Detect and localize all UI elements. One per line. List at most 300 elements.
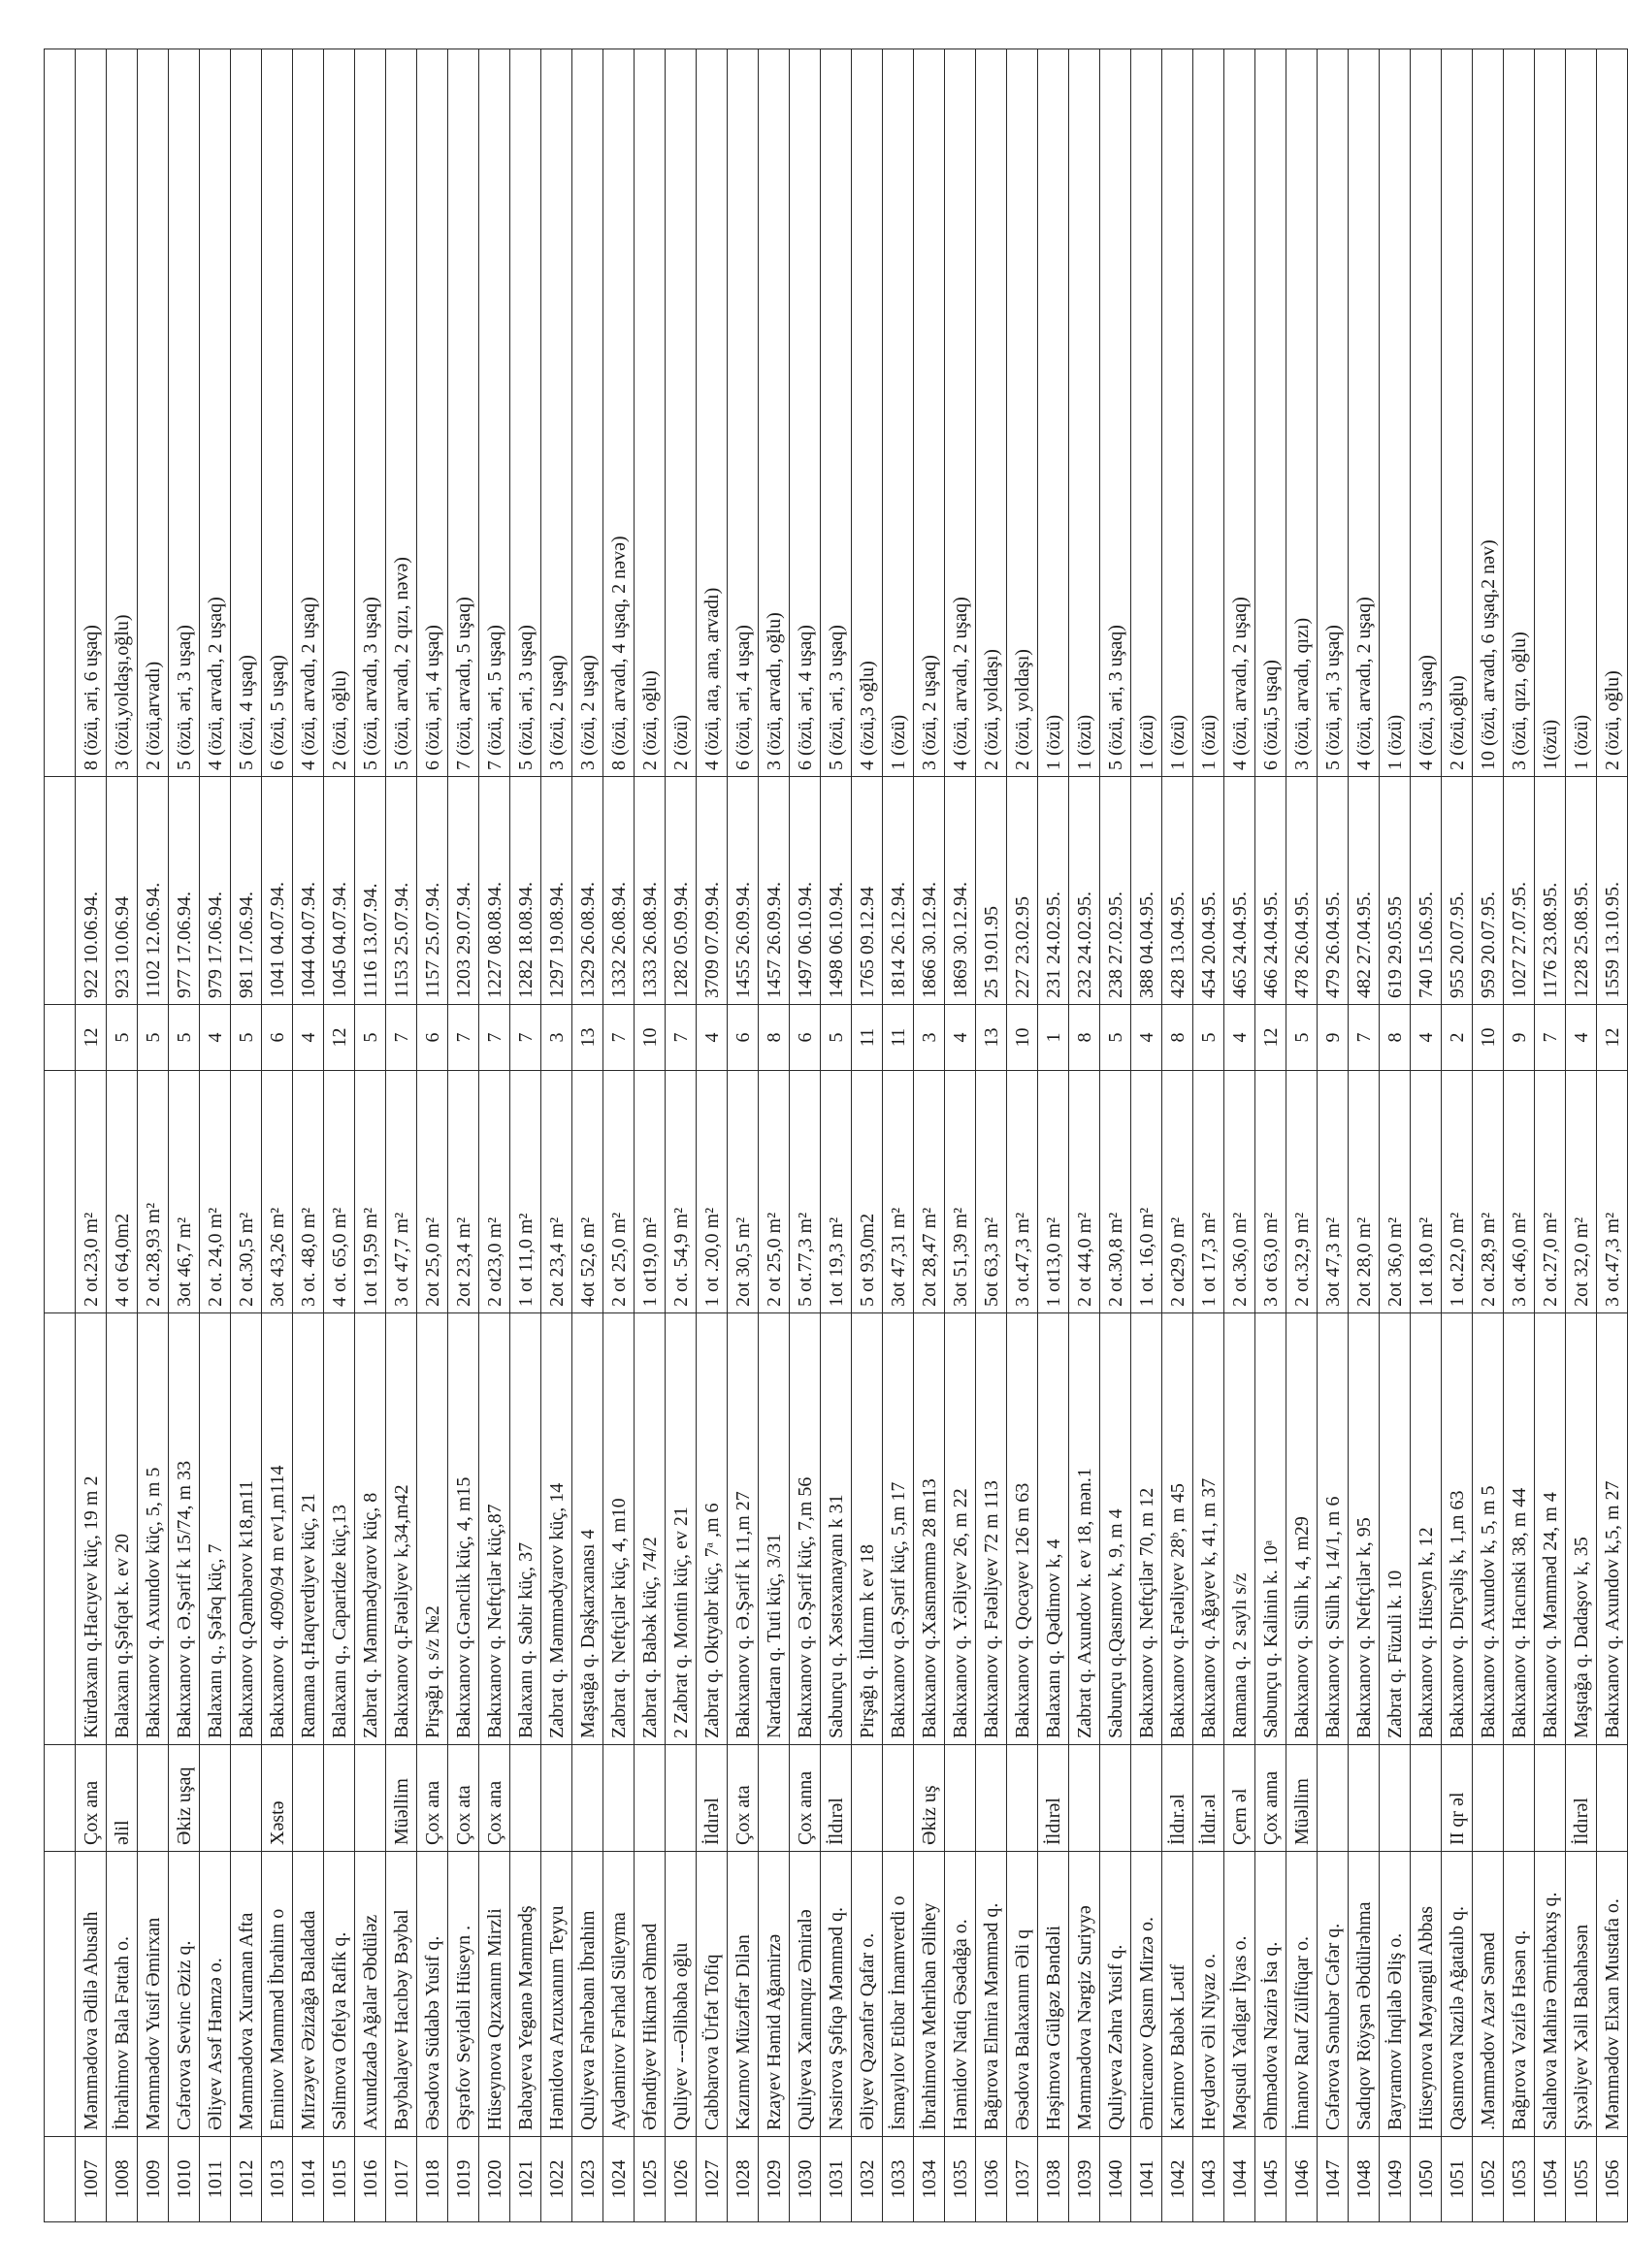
full-name-cell: Nəsirova Şəfiqə Məmməd q. (821, 1852, 852, 2137)
address-cell: Nardaran q. Tuti küç, 3/31 (759, 1313, 790, 1745)
address-cell: Balaxanı q., Caparidze küç,13 (324, 1313, 355, 1745)
row-number-cell: 1040 (1100, 2137, 1131, 2222)
apartment-size-cell: 5ot 63,3 m² (976, 1071, 1007, 1313)
row-number-cell: 1037 (1007, 2137, 1038, 2222)
apartment-size-cell: 3 ot 63,0 m² (1255, 1071, 1286, 1313)
table-row (107, 49, 138, 2222)
row-number-cell: 1015 (324, 2137, 355, 2222)
family-count-cell: 12 (324, 1005, 355, 1071)
family-count-cell: 12 (1255, 1005, 1286, 1071)
row-number-cell: 1019 (448, 2137, 479, 2222)
row-number-cell: 1055 (1566, 2137, 1597, 2222)
registration-number-date-cell: 1297 19.08.94. (541, 777, 572, 1005)
address-cell: Bakıxanov q. Hacınski 38, m 44 (1504, 1313, 1535, 1745)
category-cell: İldır.əl (1162, 1745, 1193, 1852)
family-composition-cell: 5 (özü, əri, 3 uşaq) (821, 49, 852, 777)
full-name-cell: Həşimova Gülgəz Bəndəli (1038, 1852, 1069, 2137)
category-cell (1007, 1745, 1038, 1852)
row-number-cell: 1025 (635, 2137, 666, 2222)
family-composition-cell: 2 (özü, yoldaşı) (976, 49, 1007, 777)
category-cell: Çox ana (76, 1745, 107, 1852)
category-cell (976, 1745, 1007, 1852)
full-name-cell: Hüseynova Qızxanım Mirzli (479, 1852, 510, 2137)
full-name-cell: Əfəndiyev Hikmət Əhməd (635, 1852, 666, 2137)
registration-number-date-cell: 466 24.04.95. (1255, 777, 1286, 1005)
family-composition-cell: 2 (özü,arvadı) (138, 49, 169, 777)
registration-number-date-cell: 1102 12.06.94. (138, 777, 169, 1005)
full-name-cell: Quliyeva Zəhra Yusif q. (1100, 1852, 1131, 2137)
table-row (262, 49, 293, 2222)
row-number-cell: 1041 (1131, 2137, 1162, 2222)
family-count-cell: 3 (914, 1005, 945, 1071)
table-row (1286, 49, 1318, 2222)
table-row (1162, 49, 1193, 2222)
apartment-size-cell: 2 ot.30,5 m² (231, 1071, 262, 1313)
registration-number-date-cell: 740 15.06.95. (1411, 777, 1442, 1005)
header-cell (45, 1005, 76, 1071)
apartment-size-cell: 1 ot 17,3 m² (1193, 1071, 1224, 1313)
address-cell: Zabrat q. Məmmədyarov küç, 14 (541, 1313, 572, 1745)
apartment-size-cell: 2 ot.28,9 m² (1473, 1071, 1504, 1313)
family-composition-cell: 4 (özü, arvadı, 2 uşaq) (1349, 49, 1380, 777)
row-number-cell: 1028 (728, 2137, 759, 2222)
registration-number-date-cell: 1041 04.07.94. (262, 777, 293, 1005)
family-composition-cell: 2 (özü, oğlu) (324, 49, 355, 777)
address-cell: Bakıxanov q. Axundov k, 5, m 5 (1473, 1313, 1504, 1745)
header-cell (45, 1071, 76, 1313)
address-cell: Bakıxanov q.Fətəliyev 28ᵇ, m 45 (1162, 1313, 1193, 1745)
registration-number-date-cell: 231 24.02.95. (1038, 777, 1069, 1005)
registration-number-date-cell: 388 04.04.95. (1131, 777, 1162, 1005)
family-count-cell: 4 (1566, 1005, 1597, 1071)
address-cell: Bakıxanov q. Sülh k, 4, m29 (1286, 1313, 1318, 1745)
category-cell (759, 1745, 790, 1852)
category-cell (603, 1745, 635, 1852)
table-row (666, 49, 697, 2222)
family-composition-cell: 1 (özü) (1069, 49, 1100, 777)
full-name-cell: Məmmədov Yusif Əmirxan (138, 1852, 169, 2137)
category-cell: İldırəl (821, 1745, 852, 1852)
family-composition-cell: 3 (özü, arvadı, oğlu) (759, 49, 790, 777)
apartment-size-cell: 1 ot.22,0 m² (1442, 1071, 1473, 1313)
address-cell: Zabrat q. Babək küç, 74/2 (635, 1313, 666, 1745)
family-composition-cell: 6 (özü, 5 uşaq) (262, 49, 293, 777)
apartment-size-cell: 2 ot 25,0 m² (759, 1071, 790, 1313)
table-row (510, 49, 541, 2222)
address-cell: Bakıxanov q. 4090/94 m ev1,m114 (262, 1313, 293, 1745)
family-count-cell: 12 (76, 1005, 107, 1071)
registration-number-date-cell: 1045 04.07.94. (324, 777, 355, 1005)
family-count-cell: 8 (1380, 1005, 1411, 1071)
table-row (1442, 49, 1473, 2222)
full-name-cell: Bağırova Vəzifə Həsən q. (1504, 1852, 1535, 2137)
category-cell: İldır.əl (1193, 1745, 1224, 1852)
full-name-cell: Məqsudi Yadigar İlyas o. (1224, 1852, 1255, 2137)
family-composition-cell: 3 (özü, 2 uşaq) (914, 49, 945, 777)
apartment-size-cell: 2 ot.32,9 m² (1286, 1071, 1318, 1313)
apartment-size-cell: 3ot 43,26 m² (262, 1071, 293, 1313)
category-cell: Çox anna (1255, 1745, 1286, 1852)
table-row (324, 49, 355, 2222)
table-row (1100, 49, 1131, 2222)
full-name-cell: Məmmədov Elxan Mustafa o. (1597, 1852, 1628, 2137)
family-composition-cell: 7 (özü, əri, 5 uşaq) (479, 49, 510, 777)
apartment-size-cell: 3ot 47,31 m² (883, 1071, 914, 1313)
address-cell: Bakıxanov q. Qocayev 126 m 63 (1007, 1313, 1038, 1745)
row-number-cell: 1052 (1473, 2137, 1504, 2222)
registration-number-date-cell: 619 29.05.95 (1380, 777, 1411, 1005)
family-composition-cell: 4 (özü, arvadı, 2 uşaq) (945, 49, 976, 777)
full-name-cell: Axundzadə Ağalar Əbdüləz (355, 1852, 386, 2137)
table-row (883, 49, 914, 2222)
table-row (1224, 49, 1255, 2222)
family-count-cell: 4 (945, 1005, 976, 1071)
family-composition-cell: 5 (özü, əri, 3 uşaq) (1100, 49, 1131, 777)
full-name-cell: Bağırova Elmira Məmməd q. (976, 1852, 1007, 2137)
row-number-cell: 1018 (417, 2137, 448, 2222)
apartment-size-cell: 1ot 18,0 m² (1411, 1071, 1442, 1313)
family-count-cell: 4 (1224, 1005, 1255, 1071)
table-row (1007, 49, 1038, 2222)
full-name-cell: Əhmədova Nazirə İsa q. (1255, 1852, 1286, 2137)
address-cell: Bakıxanov q. Neftçilər 70, m 12 (1131, 1313, 1162, 1745)
table-row (417, 49, 448, 2222)
registration-number-date-cell: 981 17.06.94. (231, 777, 262, 1005)
row-number-cell: 1053 (1504, 2137, 1535, 2222)
row-number-cell: 1051 (1442, 2137, 1473, 2222)
family-count-cell: 6 (728, 1005, 759, 1071)
address-cell: Bakıxanov q. Axundov k,5, m 27 (1597, 1313, 1628, 1745)
apartment-size-cell: 2ot 23,4 m² (448, 1071, 479, 1313)
table-row (945, 49, 976, 2222)
address-cell: Sabunçu q.Qasımov k, 9, m 4 (1100, 1313, 1131, 1745)
address-cell: Pirşağı q. İldırım k ev 18 (852, 1313, 883, 1745)
address-cell: Ramana q.Haqverdiyev küç, 21 (293, 1313, 324, 1745)
table-row (479, 49, 510, 2222)
apartment-size-cell: 2ot 25,0 m² (417, 1071, 448, 1313)
family-composition-cell: 4 (özü,3 oğlu) (852, 49, 883, 777)
registration-number-date-cell: 1227 08.08.94. (479, 777, 510, 1005)
family-count-cell: 6 (262, 1005, 293, 1071)
registration-number-date-cell: 977 17.06.94. (169, 777, 200, 1005)
full-name-cell: Bayramov İnqilab Əliş o. (1380, 1852, 1411, 2137)
apartment-size-cell: 2 ot 44,0 m² (1069, 1071, 1100, 1313)
category-cell (1131, 1745, 1162, 1852)
full-name-cell: Bəybalayev Hacıbəy Bəybal (386, 1852, 417, 2137)
family-composition-cell: 3 (özü, 2 uşaq) (541, 49, 572, 777)
full-name-cell: Cəfərova Sevinc Əziz q. (169, 1852, 200, 2137)
rotated-register-table (44, 49, 1623, 2222)
family-count-cell: 10 (635, 1005, 666, 1071)
family-count-cell: 5 (1193, 1005, 1224, 1071)
family-composition-cell: 1 (özü) (1038, 49, 1069, 777)
header-cell (45, 49, 76, 777)
category-cell (1069, 1745, 1100, 1852)
row-number-cell: 1038 (1038, 2137, 1069, 2222)
full-name-cell: .Məmmədov Azər Səməd (1473, 1852, 1504, 2137)
row-number-cell: 1010 (169, 2137, 200, 2222)
row-number-cell: 1017 (386, 2137, 417, 2222)
address-cell: Balaxanı q. Sabir küç, 37 (510, 1313, 541, 1745)
full-name-cell: İmanov Rauf Zülfüqar o. (1286, 1852, 1318, 2137)
family-count-cell: 4 (1411, 1005, 1442, 1071)
table-row (1380, 49, 1411, 2222)
category-cell (1349, 1745, 1380, 1852)
row-number-cell: 1043 (1193, 2137, 1224, 2222)
table-row (914, 49, 945, 2222)
family-count-cell: 10 (1007, 1005, 1038, 1071)
family-count-cell: 5 (1286, 1005, 1318, 1071)
registration-number-date-cell: 1282 05.09.94. (666, 777, 697, 1005)
family-count-cell: 8 (1162, 1005, 1193, 1071)
table-body (45, 49, 1628, 2222)
category-cell (510, 1745, 541, 1852)
table-row (759, 49, 790, 2222)
table-row (728, 49, 759, 2222)
category-cell (1473, 1745, 1504, 1852)
registration-number-date-cell: 1559 13.10.95. (1597, 777, 1628, 1005)
family-composition-cell: 1 (özü) (1131, 49, 1162, 777)
family-composition-cell: 6 (özü, əri, 4 uşaq) (417, 49, 448, 777)
family-count-cell: 5 (821, 1005, 852, 1071)
row-number-cell: 1045 (1255, 2137, 1286, 2222)
apartment-size-cell: 2 ot.27,0 m² (1535, 1071, 1566, 1313)
row-number-cell: 1049 (1380, 2137, 1411, 2222)
full-name-cell: Səlimova Ofelya Rafik q. (324, 1852, 355, 2137)
category-cell: Çox ana (417, 1745, 448, 1852)
apartment-size-cell: 2ot 32,0 m² (1566, 1071, 1597, 1313)
apartment-size-cell: 1ot 19,59 m² (355, 1071, 386, 1313)
apartment-size-cell: 2 ot.23,0 m² (76, 1071, 107, 1313)
address-cell: Bakıxanov q. Ə.Şərif k 11,m 27 (728, 1313, 759, 1745)
category-cell (852, 1745, 883, 1852)
address-cell: Bakıxanov q.Qəmbərov k18,m11 (231, 1313, 262, 1745)
registration-number-date-cell: 1329 26.08.94. (572, 777, 603, 1005)
registration-number-date-cell: 1153 25.07.94. (386, 777, 417, 1005)
registration-number-date-cell: 1457 26.09.94. (759, 777, 790, 1005)
row-number-cell: 1012 (231, 2137, 262, 2222)
address-cell: Zabrat q. Oktyabr küç, 7ᵃ ,m 6 (697, 1313, 728, 1745)
apartment-size-cell: 2 ot. 54,9 m² (666, 1071, 697, 1313)
family-count-cell: 2 (1442, 1005, 1473, 1071)
family-composition-cell: 1(özü) (1535, 49, 1566, 777)
registration-number-date-cell: 955 20.07.95. (1442, 777, 1473, 1005)
row-number-cell: 1030 (790, 2137, 821, 2222)
family-composition-cell: 1 (özü) (1193, 49, 1224, 777)
apartment-size-cell: 1ot 19,3 m² (821, 1071, 852, 1313)
table-header-row (45, 49, 76, 2222)
address-cell: Bakıxanov q. Dirçəliş k, 1,m 63 (1442, 1313, 1473, 1745)
category-cell: Çox ata (728, 1745, 759, 1852)
full-name-cell: Məmmədova Ədilə Abusalh (76, 1852, 107, 2137)
apartment-size-cell: 3 ot.46,0 m² (1504, 1071, 1535, 1313)
table-row (697, 49, 728, 2222)
family-count-cell: 3 (541, 1005, 572, 1071)
table-row (1566, 49, 1597, 2222)
family-composition-cell: 2 (özü, oğlu) (635, 49, 666, 777)
category-cell (1535, 1745, 1566, 1852)
family-count-cell: 5 (169, 1005, 200, 1071)
family-composition-cell: 3 (özü,yoldaşı,oğlu) (107, 49, 138, 777)
category-cell (1504, 1745, 1535, 1852)
full-name-cell: Rzayev Həmid Ağamirzə (759, 1852, 790, 2137)
registration-number-date-cell: 478 26.04.95. (1286, 777, 1318, 1005)
apartment-size-cell: 2ot 30,5 m² (728, 1071, 759, 1313)
family-composition-cell: 4 (özü, arvadı, 2 uşaq) (1224, 49, 1255, 777)
registration-number-date-cell: 227 23.02.95 (1007, 777, 1038, 1005)
full-name-cell: İsmayılov Etibar İmamverdi o (883, 1852, 914, 2137)
full-name-cell: Sadıqov Röyşən Əbdülrəhma (1349, 1852, 1380, 2137)
address-cell: Bakıxanov q.Gənclik küç, 4, m15 (448, 1313, 479, 1745)
address-cell: Sabunçu q. Xəstəxanayanı k 31 (821, 1313, 852, 1745)
family-count-cell: 5 (355, 1005, 386, 1071)
family-count-cell: 7 (386, 1005, 417, 1071)
registration-number-date-cell: 25 19.01.95 (976, 777, 1007, 1005)
apartment-size-cell: 3 ot.47,3 m² (1597, 1071, 1628, 1313)
address-cell: Bakıxanov q. Ağayev k, 41, m 37 (1193, 1313, 1224, 1745)
family-composition-cell: 3 (özü, arvadı, qızı) (1286, 49, 1318, 777)
table-row (1473, 49, 1504, 2222)
apartment-size-cell: 2 ot23,0 m² (479, 1071, 510, 1313)
full-name-cell: Quliyeva Xanımqız Əmiralə (790, 1852, 821, 2137)
family-count-cell: 4 (697, 1005, 728, 1071)
family-count-cell: 9 (1318, 1005, 1349, 1071)
address-cell: Ramana q. 2 saylı s/z (1224, 1313, 1255, 1745)
apartment-size-cell: 1 ot13,0 m² (1038, 1071, 1069, 1313)
apartment-size-cell: 1 ot 11,0 m² (510, 1071, 541, 1313)
apartment-size-cell: 3 ot.47,3 m² (1007, 1071, 1038, 1313)
apartment-size-cell: 3 ot. 48,0 m² (293, 1071, 324, 1313)
category-cell (231, 1745, 262, 1852)
full-name-cell: Cəfərova Sənubər Cəfər q. (1318, 1852, 1349, 2137)
row-number-cell: 1009 (138, 2137, 169, 2222)
address-cell: Maştağa q. Daşkarxanası 4 (572, 1313, 603, 1745)
apartment-size-cell: 2 ot29,0 m² (1162, 1071, 1193, 1313)
family-composition-cell: 1 (özü) (883, 49, 914, 777)
address-cell: Bakıxanov q. Ə.Şərif k 15/74, m 33 (169, 1313, 200, 1745)
row-number-cell: 1023 (572, 2137, 603, 2222)
address-cell: Balaxanı q., Şəfəq küç, 7 (200, 1313, 231, 1745)
category-cell: Əkiz uş (914, 1745, 945, 1852)
full-name-cell: Əliyev Qəzənfər Qafar o. (852, 1852, 883, 2137)
full-name-cell: Əsədova Südabə Yusif q. (417, 1852, 448, 2137)
registration-number-date-cell: 1869 30.12.94. (945, 777, 976, 1005)
family-composition-cell: 2 (özü,oğlu) (1442, 49, 1473, 777)
full-name-cell: Qasımova Nazilə Ağatalıb q. (1442, 1852, 1473, 2137)
category-cell (324, 1745, 355, 1852)
family-count-cell: 13 (572, 1005, 603, 1071)
registration-number-date-cell: 1282 18.08.94. (510, 777, 541, 1005)
registration-number-date-cell: 1765 09.12.94 (852, 777, 883, 1005)
category-cell: İldırəl (697, 1745, 728, 1852)
table-row (231, 49, 262, 2222)
row-number-cell: 1020 (479, 2137, 510, 2222)
table-row (448, 49, 479, 2222)
family-count-cell: 7 (510, 1005, 541, 1071)
table-row (386, 49, 417, 2222)
full-name-cell: Kərimov Babək Lətif (1162, 1852, 1193, 2137)
family-count-cell: 7 (1535, 1005, 1566, 1071)
category-cell: Çern əl (1224, 1745, 1255, 1852)
header-cell (45, 777, 76, 1005)
address-cell: Sabunçu q. Kalinin k. 10ᵃ (1255, 1313, 1286, 1745)
address-cell: Zabrat q. Füzuli k. 10 (1380, 1313, 1411, 1745)
table-row (541, 49, 572, 2222)
header-cell (45, 1852, 76, 2137)
table-row (1069, 49, 1100, 2222)
family-count-cell: 7 (448, 1005, 479, 1071)
category-cell (1411, 1745, 1442, 1852)
table-row (1349, 49, 1380, 2222)
family-composition-cell: 2 (özü) (666, 49, 697, 777)
full-name-cell: Mirzəyev Əzizağa Baladada (293, 1852, 324, 2137)
apartment-size-cell: 2ot 23,4 m² (541, 1071, 572, 1313)
family-count-cell: 5 (1100, 1005, 1131, 1071)
category-cell: Müəllim (1286, 1745, 1318, 1852)
full-name-cell: Hüseynova Məyangül Abbas (1411, 1852, 1442, 2137)
family-count-cell: 9 (1504, 1005, 1535, 1071)
registration-number-date-cell: 1116 13.07.94. (355, 777, 386, 1005)
category-cell (293, 1745, 324, 1852)
row-number-cell: 1044 (1224, 2137, 1255, 2222)
full-name-cell: Həmidova Arzuxanım Teyyu (541, 1852, 572, 2137)
full-name-cell: Həmidov Natiq Əsədağa o. (945, 1852, 976, 2137)
full-name-cell: Quliyeva Fəhrəbanı İbrahim (572, 1852, 603, 2137)
table-row (852, 49, 883, 2222)
address-cell: Zabrat q. Axundov k. ev 18, mən.1 (1069, 1313, 1100, 1745)
family-count-cell: 11 (852, 1005, 883, 1071)
table-row (1504, 49, 1535, 2222)
registration-number-date-cell: 1497 06.10.94. (790, 777, 821, 1005)
address-cell: Bakıxanov q. Ə.Şərif küç, 7,m 56 (790, 1313, 821, 1745)
registration-number-date-cell: 232 24.02.95. (1069, 777, 1100, 1005)
row-number-cell: 1056 (1597, 2137, 1628, 2222)
address-cell: Balaxanı q.Şəfqət k. ev 20 (107, 1313, 138, 1745)
row-number-cell: 1007 (76, 2137, 107, 2222)
registration-number-date-cell: 465 24.04.95. (1224, 777, 1255, 1005)
apartment-size-cell: 4 ot 64,0m2 (107, 1071, 138, 1313)
registration-number-date-cell: 922 10.06.94. (76, 777, 107, 1005)
row-number-cell: 1036 (976, 2137, 1007, 2222)
row-number-cell: 1016 (355, 2137, 386, 2222)
registration-number-date-cell: 1332 26.08.94. (603, 777, 635, 1005)
row-number-cell: 1013 (262, 2137, 293, 2222)
category-cell: İldırəl (1038, 1745, 1069, 1852)
apartment-size-cell: 2ot 28,47 m² (914, 1071, 945, 1313)
registration-number-date-cell: 3709 07.09.94. (697, 777, 728, 1005)
apartment-size-cell: 2ot 28,0 m² (1349, 1071, 1380, 1313)
full-name-cell: İbrahimova Mehriban Əlihey (914, 1852, 945, 2137)
full-name-cell: Aydəmirov Fərhad Süleyma (603, 1852, 635, 2137)
registration-number-date-cell: 1455 26.09.94. (728, 777, 759, 1005)
table-row (355, 49, 386, 2222)
apartment-size-cell: 4ot 52,6 m² (572, 1071, 603, 1313)
apartment-size-cell: 1 ot. 16,0 m² (1131, 1071, 1162, 1313)
address-cell: Bakıxanov q. Məmməd 24, m 4 (1535, 1313, 1566, 1745)
table-row (976, 49, 1007, 2222)
family-composition-cell: 6 (özü,5 uşaq) (1255, 49, 1286, 777)
apartment-size-cell: 2 ot.36,0 m² (1224, 1071, 1255, 1313)
table-row (76, 49, 107, 2222)
address-cell: Bakıxanov q. Axundov küç, 5, m 5 (138, 1313, 169, 1745)
family-count-cell: 6 (790, 1005, 821, 1071)
category-cell: İldırəl (1566, 1745, 1597, 1852)
family-composition-cell: 5 (özü, arvadı, 3 uşaq) (355, 49, 386, 777)
row-number-cell: 1014 (293, 2137, 324, 2222)
registration-number-date-cell: 1228 25.08.95. (1566, 777, 1597, 1005)
family-composition-cell: 2 (özü, oğlu) (1597, 49, 1628, 777)
registration-number-date-cell: 1203 29.07.94. (448, 777, 479, 1005)
